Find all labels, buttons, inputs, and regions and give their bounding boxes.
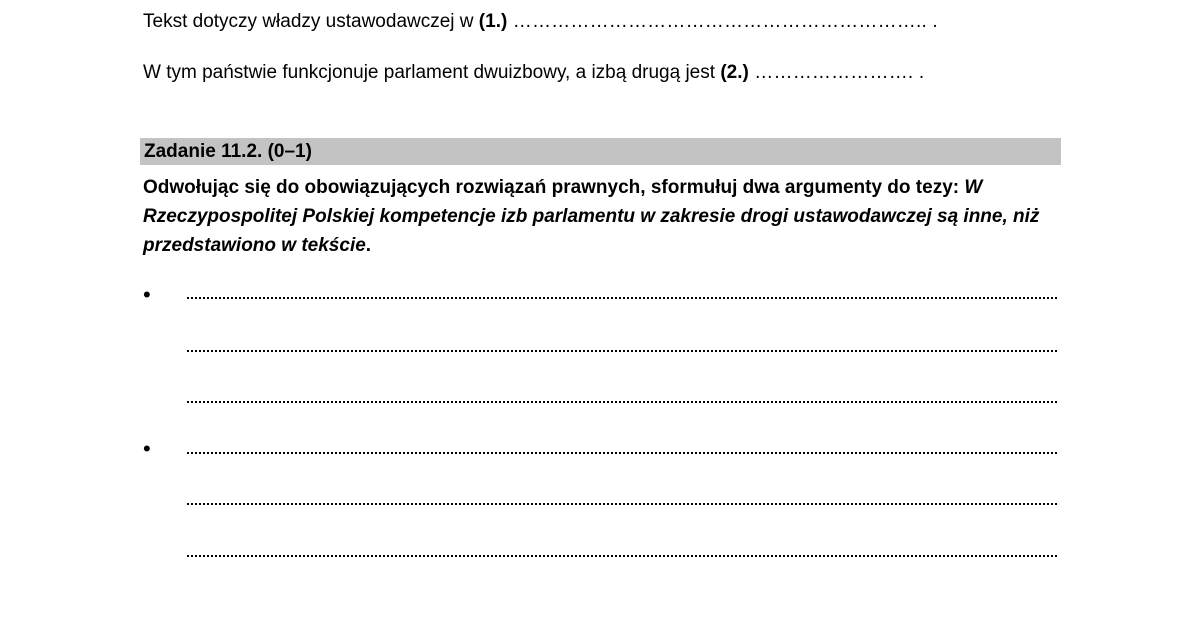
sentence-1 (143, 10, 938, 34)
sentence-2-blank[interactable]: ……………………. . (748, 62, 925, 83)
instruction-end: . (365, 235, 372, 256)
answer-line-2-2[interactable] (187, 503, 1057, 505)
answer-line-2-3[interactable] (187, 555, 1057, 557)
instruction-thesis: W Rzeczypospolitej Polskiej kompetencje izb parlamentu w zakresie drogi ustawodawczej są inne, niż przedstawiono w tekście (143, 177, 1040, 256)
answer-line-1-3[interactable] (187, 401, 1057, 403)
sentence-1-marker: (1.) (478, 11, 508, 32)
answer-line-2-1[interactable] (187, 452, 1057, 454)
sentence-2-marker: (2.) (720, 62, 749, 83)
bullet-1: • (143, 282, 151, 307)
sentence-1-blank[interactable]: ……………………………………………………….. . (507, 11, 938, 32)
instruction-intro: Odwołując się do obowiązujących rozwiązań prawnych, sformułuj dwa argumenty do tezy: (143, 177, 965, 198)
task-header-bar (140, 138, 1061, 165)
answer-line-1-2[interactable] (187, 350, 1057, 352)
sentence-1-text: Tekst dotyczy władzy ustawodawczej w (143, 11, 479, 32)
task-instruction (143, 173, 1073, 260)
answer-line-1-1[interactable] (187, 297, 1057, 299)
bullet-2: • (143, 436, 151, 461)
sentence-2 (143, 61, 924, 85)
sentence-2-text: W tym państwie funkcjonuje parlament dwuizbowy, a izbą drugą jest (143, 62, 721, 83)
task-header: Zadanie 11.2. (0–1) (144, 141, 312, 162)
